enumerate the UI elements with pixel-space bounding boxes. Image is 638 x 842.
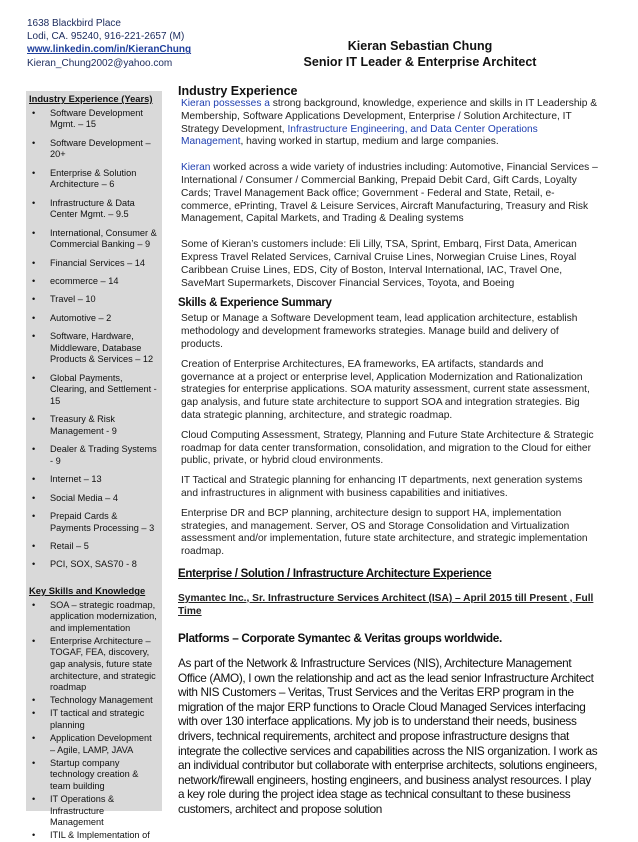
bullet-icon: • bbox=[32, 757, 36, 768]
list-item: • Software Development – 20+ bbox=[32, 137, 151, 160]
bullet-icon: • bbox=[32, 275, 36, 286]
bullet-icon: • bbox=[32, 540, 36, 551]
bullet-icon: • bbox=[32, 599, 36, 610]
skills-summary-item: Creation of Enterprise Architectures, EA frameworks, EA artifacts, standards and governance at a project or enterprise level, Application Modernization and Rationalization strategies for enterprise applications. SOA maturity assessment, current state assessment, gap analysis, and future state architecture to support SOA and integration strategies. Big data strategic planning, architecture, and strategic roadmap. bbox=[181, 358, 590, 421]
industry-paragraph-2: Kieran worked across a wide variety of industries including: Automotive, Financial Services – International / Consumer / Commercial Banking, Prepaid Debit Card, Gift Cards, Loyalty Cards; Travel Management Back office; Government - Federal and State, Retail, e-commerce, ePrinting, Travel & Leisure Services, Aircraft Manufacturing, Treasury and Risk Management, Capital Markets, and Trading & Dealing systems bbox=[181, 162, 598, 225]
list-item: • International, Consumer & Commercial Banking – 9 bbox=[32, 227, 157, 250]
bullet-icon: • bbox=[32, 474, 36, 485]
list-item: • Software, Hardware, Middleware, Database Products & Services – 12 bbox=[32, 331, 154, 365]
bullet-icon: • bbox=[32, 167, 36, 178]
bullet-icon: • bbox=[32, 559, 36, 570]
list-item: • PCI, SOX, SAS70 - 8 bbox=[32, 559, 137, 570]
skills-summary-item: IT Tactical and Strategic planning for enhancing IT departments, next generation systems and infrastructures in alignment with business capabilities and initiatives. bbox=[181, 475, 583, 499]
bullet-icon: • bbox=[32, 510, 36, 521]
industry-experience-title: Industry Experience bbox=[178, 84, 298, 98]
list-item: • Software Development Mgmt. – 15 bbox=[32, 107, 143, 130]
skills-summary-item: Enterprise DR and BCP planning, architecture design to support HA, implementation strategies, and management. Server, OS and Storage Consolidation and Virtualization assessment and/or implementation, future state architecture, and strategic implementation roadmap. bbox=[181, 507, 588, 558]
industry-paragraph-1: Kieran possesses a strong background, knowledge, experience and skills in IT Leadership & Membership, Software Applications Development, Enterprise / Solution Architecture, IT Strategy Development, Infrastructure Engineering, and Data Center Operations Management, having worked in startup, medium and large companies. bbox=[181, 98, 598, 148]
list-item: • Travel – 10 bbox=[32, 294, 96, 305]
key-skills-heading: Key Skills and Knowledge bbox=[29, 584, 146, 596]
experience-years-heading: Industry Experience (Years) bbox=[29, 93, 153, 104]
bullet-icon: • bbox=[32, 708, 36, 719]
skills-summary-item: Setup or Manage a Software Development team, lead application architecture, establish methodology and development frameworks strategies. Manage build and delivery of products. bbox=[181, 313, 578, 350]
contact-email: Kieran_Chung2002@yahoo.com bbox=[27, 57, 173, 69]
main-column bbox=[178, 84, 598, 817]
list-item: • Infrastructure & Data Center Mgmt. – 9.5 bbox=[32, 197, 135, 220]
bullet-icon: • bbox=[32, 312, 36, 323]
bullet-icon: • bbox=[32, 227, 36, 238]
linkedin-link[interactable]: www.linkedin.com/in/KieranChung bbox=[27, 44, 192, 56]
skills-summary-title: Skills & Experience Summary bbox=[178, 297, 332, 310]
job-description: As part of the Network & Infrastructure Services (NIS), Architecture Management Office (AMO), I own the relationship and act as the lead senior Infrastructure Architect with NIS Customers – Veritas, Trust Services and the Veritas ERP program in the migration of the major ERP functions to Oracle Cloud Managed Services interfacing with over 130 interface applications. My job is to understand their needs, business drivers, technical requirements, architect and propose infrastructure designs that integrate the collective services and capabilities across the NIS organization. I work as an individual contributor but collaborate with enterprise architects, solutions engineers, network/firewall engineers, hosting engineers, and business analyst resources. I play a key role during the project idea stage as technical consultant to these business customers, architect and propose solution bbox=[178, 656, 598, 817]
industry-paragraph-3: Some of Kieran’s customers include: Eli Lilly, TSA, Sprint, Embarq, First Data, American Express Travel Related Services, Carnival Cruise Lines, Norwegian Cruise Lines, Royal Caribbean Cruise Lines, EDS, City of Boston, Interval International, IAC, Travel One, SaveMart Supermarkets, Discover Financial Services, Toyota, and Boeing bbox=[181, 239, 577, 289]
bullet-icon: • bbox=[32, 635, 36, 646]
list-item: • Retail – 5 bbox=[32, 540, 89, 551]
list-item: • Internet – 13 bbox=[32, 474, 102, 485]
contact-city-phone: Lodi, CA. 95240, 916-221-2657 (M) bbox=[27, 31, 185, 43]
bullet-icon: • bbox=[32, 257, 36, 268]
list-item: • IT tactical and strategic planning bbox=[32, 708, 145, 730]
key-skills-list bbox=[26, 600, 162, 842]
bullet-icon: • bbox=[32, 695, 36, 706]
list-item: • Prepaid Cards & Payments Processing – 3 bbox=[32, 510, 155, 533]
enterprise-section-title: Enterprise / Solution / Infrastructure Architecture Experience bbox=[178, 567, 492, 580]
bullet-icon: • bbox=[32, 733, 36, 744]
contact-address: 1638 Blackbird Place bbox=[27, 18, 121, 29]
bullet-icon: • bbox=[32, 830, 36, 841]
job-title: Symantec Inc., Sr. Infrastructure Services Architect (ISA) – April 2015 till Present , Full Time bbox=[178, 592, 594, 617]
bullet-icon: • bbox=[32, 137, 36, 148]
resume-header bbox=[250, 38, 590, 70]
bullet-icon: • bbox=[32, 444, 36, 455]
platforms-line: Platforms – Corporate Symantec & Veritas groups worldwide. bbox=[178, 631, 502, 646]
candidate-title: Senior IT Leader & Enterprise Architect bbox=[303, 55, 537, 69]
list-item: • Financial Services – 14 bbox=[32, 257, 145, 268]
skills-summary-item: Cloud Computing Assessment, Strategy, Planning and Future State Architecture & Strategic roadmap for data center transformation, consolidation, and migration to the Cloud for either public, private, or hybrid cloud environments. bbox=[181, 429, 594, 467]
bullet-icon: • bbox=[32, 492, 36, 503]
list-item: • ecommerce – 14 bbox=[32, 275, 119, 286]
bullet-icon: • bbox=[32, 414, 36, 425]
bullet-icon: • bbox=[32, 794, 36, 805]
list-item: • IT Operations & Infrastructure Management bbox=[32, 794, 115, 828]
list-item: • Treasury & Risk Management - 9 bbox=[32, 414, 117, 436]
list-item: • Global Payments, Clearing, and Settlement - 15 bbox=[32, 372, 157, 406]
sidebar bbox=[26, 91, 162, 841]
bullet-icon: • bbox=[32, 107, 36, 118]
list-item: • Enterprise Architecture – TOGAF, FEA, discovery, gap analysis, future state architecture, and strategic roadmap bbox=[32, 635, 156, 693]
experience-years-list bbox=[26, 108, 162, 571]
bullet-icon: • bbox=[32, 294, 36, 305]
list-item: • ITIL & Implementation of bbox=[32, 830, 150, 841]
list-item: • Automotive – 2 bbox=[32, 312, 112, 323]
contact-block bbox=[27, 17, 191, 70]
candidate-name: Kieran Sebastian Chung bbox=[347, 39, 493, 53]
list-item: • Application Development – Agile, LAMP, JAVA bbox=[32, 733, 152, 755]
bullet-icon: • bbox=[32, 197, 36, 208]
list-item: • Enterprise & Solution Architecture – 6 bbox=[32, 167, 137, 190]
list-item: • Social Media – 4 bbox=[32, 492, 118, 503]
list-item: • SOA – strategic roadmap, application modernization, and implementation bbox=[32, 599, 157, 633]
list-item: • Dealer & Trading Systems - 9 bbox=[32, 444, 157, 466]
bullet-icon: • bbox=[32, 372, 36, 383]
bullet-icon: • bbox=[32, 331, 36, 342]
list-item: • Technology Management bbox=[32, 695, 153, 706]
list-item: • Startup company technology creation & team building bbox=[32, 757, 139, 791]
